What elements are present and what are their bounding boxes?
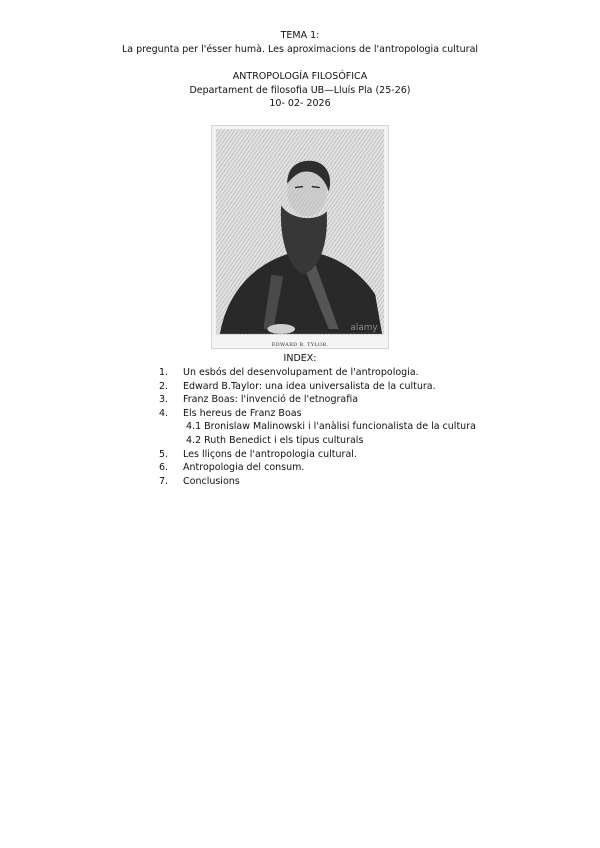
index-item bbox=[159, 461, 489, 475]
index-item-text: Antropologia del consum. bbox=[183, 462, 305, 474]
index-item-text: Franz Boas: l'invenció de l'etnografia bbox=[183, 394, 359, 406]
topic-heading: TEMA 1: bbox=[280, 30, 320, 41]
index-item bbox=[159, 407, 489, 421]
index-item bbox=[159, 475, 489, 489]
index-item bbox=[159, 393, 489, 407]
portrait-image bbox=[211, 125, 389, 349]
index-list bbox=[159, 366, 489, 488]
index-item-number: 4. bbox=[159, 407, 169, 419]
portrait-caption: EDWARD B. TYLOR. bbox=[271, 342, 329, 348]
index-item-number: 6. bbox=[159, 462, 169, 474]
watermark: alamy bbox=[350, 322, 378, 333]
index-item-number: 2. bbox=[159, 380, 169, 392]
index-item-text: Els hereus de Franz Boas bbox=[183, 407, 302, 419]
index-item-number: 3. bbox=[159, 394, 169, 406]
index-item-number: 1. bbox=[159, 367, 169, 378]
index-item bbox=[159, 366, 489, 380]
index-item-number: 7. bbox=[159, 475, 169, 487]
index-item-text: Conclusions bbox=[183, 475, 240, 487]
index-subitem: 4.2 Ruth Benedict i els tipus culturals bbox=[186, 434, 364, 446]
index-item bbox=[159, 448, 489, 462]
date-line: 10- 02- 2026 bbox=[269, 98, 331, 109]
index-subitem: 4.1 Bronislaw Malinowski i l'anàlisi funcionalista de la cultura bbox=[186, 421, 476, 433]
index-item-text: Edward B.Taylor: una idea universalista de la cultura. bbox=[183, 380, 436, 392]
index-item-text: Les lliçons de l'antropologia cultural. bbox=[183, 448, 357, 460]
index-item bbox=[159, 380, 489, 394]
index-item-text: Un esbós del desenvolupament de l'antropologia. bbox=[183, 367, 419, 378]
document-subtitle: La pregunta per l'ésser humà. Les aproximacions de l'antropologia cultural bbox=[121, 44, 479, 55]
index-title: INDEX: bbox=[283, 353, 317, 364]
department-line: Departament de filosofia UB—Lluís Pla (25-26) bbox=[189, 85, 411, 96]
index-item-number: 5. bbox=[159, 448, 169, 460]
course-title: ANTROPOLOGÍA FILOSÓFICA bbox=[232, 71, 368, 82]
